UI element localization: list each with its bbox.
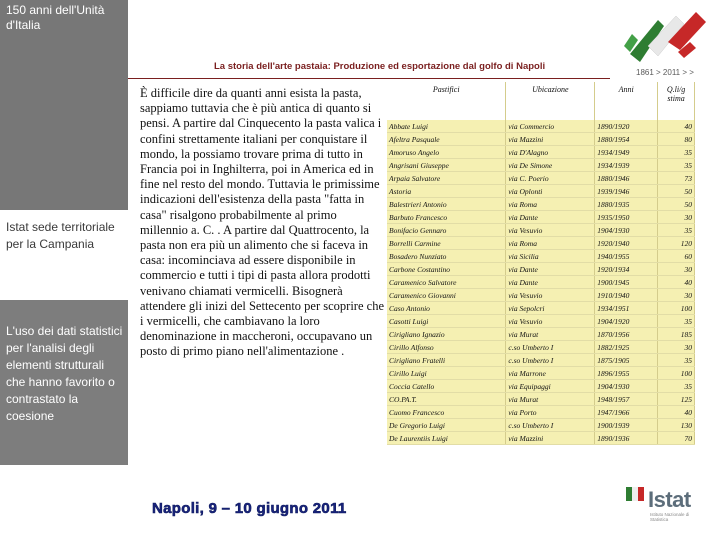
istat-flag-icon [626,487,644,501]
table-cell: via Mazzini [506,133,595,146]
table-cell: CO.PA.T. [387,393,506,406]
table-cell: Casotti Luigi [387,315,506,328]
table-cell: via Sepolcri [506,302,595,315]
table-cell: Cirillo Luigi [387,367,506,380]
table-cell: Bosadero Nunziato [387,250,506,263]
table-cell: Carbone Costantino [387,263,506,276]
table-cell: 1920/1940 [595,237,658,250]
table-cell: via Vesuvio [506,315,595,328]
table-cell: via Porto [506,406,595,419]
table-cell: via De Simone [506,159,595,172]
table-cell: Cirillo Alfonso [387,341,506,354]
table-cell: 100 [658,367,695,380]
table-cell: via Roma [506,198,595,211]
table-row [387,146,695,159]
note-box [0,300,128,465]
table-cell: Angrisani Giuseppe [387,159,506,172]
table-cell: Afeltra Pasquale [387,133,506,146]
table-cell: 1900/1939 [595,419,658,432]
table-cell: c.so Umberto I [506,354,595,367]
header-divider [128,78,610,79]
table-cell: 1904/1930 [595,380,658,393]
table-cell: via Dante [506,263,595,276]
istat-logo-subtext: Istituto Nazionale di Statistica [650,512,690,522]
table-cell: 1882/1925 [595,341,658,354]
table-cell: 35 [658,224,695,237]
table-cell: De Gregorio Luigi [387,419,506,432]
table-cell: 30 [658,341,695,354]
anniversary-logo: 1861 > 2011 > > [636,68,694,77]
table-cell: 1870/1956 [595,328,658,341]
table-cell: Caso Antonio [387,302,506,315]
table-cell: via Oplonti [506,185,595,198]
slide-subtitle: La storia dell'arte pastaia: Produzione ed esportazione dal golfo di Napoli [214,61,546,72]
table-row [387,328,695,341]
table-header-row [387,82,695,120]
table-row [387,263,695,276]
note-text: L'uso dei dati statistici per l'analisi degli elementi strutturali che hanno favorito o contrastato la coesione [6,324,123,423]
table-row [387,419,695,432]
table-row [387,120,695,133]
table-cell: 1900/1945 [595,276,658,289]
table-cell: via Roma [506,237,595,250]
table-cell: 35 [658,146,695,159]
table-cell: 30 [658,211,695,224]
table-cell: Coccia Catello [387,380,506,393]
table-cell: via C. Poerio [506,172,595,185]
column-header: Q.li/g stima [658,82,695,120]
table-cell: 50 [658,185,695,198]
history-text [140,86,385,360]
istat-logo-text: Istat [648,487,691,512]
table-row [387,159,695,172]
table-cell: De Laurentiis Luigi [387,432,506,445]
table-cell: 1910/1940 [595,289,658,302]
table-cell: 1880/1954 [595,133,658,146]
table-cell: 1896/1955 [595,367,658,380]
table-cell: 73 [658,172,695,185]
table-cell: 1880/1935 [595,198,658,211]
table-cell: 1890/1920 [595,120,658,133]
table-cell: Cuomo Francesco [387,406,506,419]
table-cell: via Sicilia [506,250,595,263]
table-cell: via Equipaggi [506,380,595,393]
table-cell: via Murat [506,393,595,406]
table-cell: 1880/1946 [595,172,658,185]
table-row [387,393,695,406]
table-cell: via Dante [506,276,595,289]
table-cell: 60 [658,250,695,263]
table-cell: via Vesuvio [506,224,595,237]
table-cell: 125 [658,393,695,406]
table-cell: Amoruso Angelo [387,146,506,159]
table-row [387,198,695,211]
column-header: Pastifici [387,82,506,120]
column-header: Anni [595,82,658,120]
table-cell: 1934/1949 [595,146,658,159]
table-cell: via Marrone [506,367,595,380]
table-cell: c.so Umberto I [506,341,595,354]
table-row [387,211,695,224]
table-row [387,315,695,328]
table-cell: 70 [658,432,695,445]
table-body [387,120,695,445]
table-cell: via Commercio [506,120,595,133]
table-row [387,302,695,315]
table-cell: 1948/1957 [595,393,658,406]
table-cell: 40 [658,120,695,133]
table-cell: 1934/1939 [595,159,658,172]
table-cell: via Murat [506,328,595,341]
table-cell: Arpaia Salvatore [387,172,506,185]
table-cell: Caramenico Giovanni [387,289,506,302]
table-cell: 1939/1946 [595,185,658,198]
table-cell: c.so Umberto I [506,419,595,432]
table-row [387,185,695,198]
table-cell: Barbuto Francesco [387,211,506,224]
sede-box [0,210,128,300]
table-cell: 1935/1950 [595,211,658,224]
table-cell: via Vesuvio [506,289,595,302]
table-cell: 35 [658,354,695,367]
history-paragraph: È difficile dire da quanti anni esista la pasta, sappiamo tuttavia che è più antica di quanto si pensi. A partire dal Cinquecento la pasta valica i confini strettamente italiani per conquistare il mondo, la possiamo trovare prima di tutto in Francia poi in Inghilterra, poi in America ed in fine nel resto del mondo. Tuttavia le primissime indicazioni dell'esistenza della pasta "fatta in casa" risalgono probabilmente al primo millennio a. C. . A partire dal Quattrocento, la pasta non era più un alimento che si faceva in casa: incominciava ad essere disponibile in commercio e tutti i tipi di pasta allora prodotti venivano chiamati vermicelli. Bisognerà attendere gli inizi del Settecento per scoprire che i vermicelli, che cambiavano la loro denominazione in maccheroni, occupavano un posto di primo piano nell'alimentazione . [140,86,384,359]
table-cell: via Mazzini [506,432,595,445]
table-cell: Astoria [387,185,506,198]
table-row [387,289,695,302]
table-cell: 1920/1934 [595,263,658,276]
table-cell: 130 [658,419,695,432]
table-cell: 80 [658,133,695,146]
table-row [387,250,695,263]
table-cell: Cirigliano Fratelli [387,354,506,367]
table-cell: 40 [658,276,695,289]
table-cell: 1890/1936 [595,432,658,445]
table-row [387,172,695,185]
table-cell: 30 [658,263,695,276]
italian-flag-icon [618,6,708,66]
column-header: Ubicazione [506,82,595,120]
table-cell: Cirigliano Ignazio [387,328,506,341]
table-cell: 1904/1930 [595,224,658,237]
table-row [387,432,695,445]
table-row [387,380,695,393]
table-cell: 1934/1951 [595,302,658,315]
table-row [387,354,695,367]
table-cell: 120 [658,237,695,250]
table-cell: 35 [658,159,695,172]
table-row [387,224,695,237]
page-title: 150 anni dell'Unità d'Italia [6,3,105,32]
header-block [0,0,128,50]
sede-label: Istat sede territoriale per la Campania [6,220,115,251]
table-cell: 1940/1955 [595,250,658,263]
table-row [387,406,695,419]
table-cell: 40 [658,406,695,419]
table-row [387,341,695,354]
table-cell: 1904/1920 [595,315,658,328]
table-cell: 1947/1966 [595,406,658,419]
table-cell: 50 [658,198,695,211]
table-cell: 100 [658,302,695,315]
table-cell: 1875/1905 [595,354,658,367]
table-cell: Balestrieri Antonio [387,198,506,211]
table-cell: 35 [658,315,695,328]
table-cell: 30 [658,289,695,302]
table-cell: Bonifacio Gennaro [387,224,506,237]
table-row [387,133,695,146]
table-cell: 35 [658,380,695,393]
table-cell: Abbate Luigi [387,120,506,133]
table-row [387,237,695,250]
table-row [387,367,695,380]
event-date: Napoli, 9 – 10 giugno 2011 [152,500,347,517]
table-cell: via D'Alagno [506,146,595,159]
table-cell: 185 [658,328,695,341]
table-cell: via Dante [506,211,595,224]
table-row [387,276,695,289]
pasta-factories-table [387,82,695,445]
table-cell: Borrelli Carmine [387,237,506,250]
table-cell: Caramenico Salvatore [387,276,506,289]
